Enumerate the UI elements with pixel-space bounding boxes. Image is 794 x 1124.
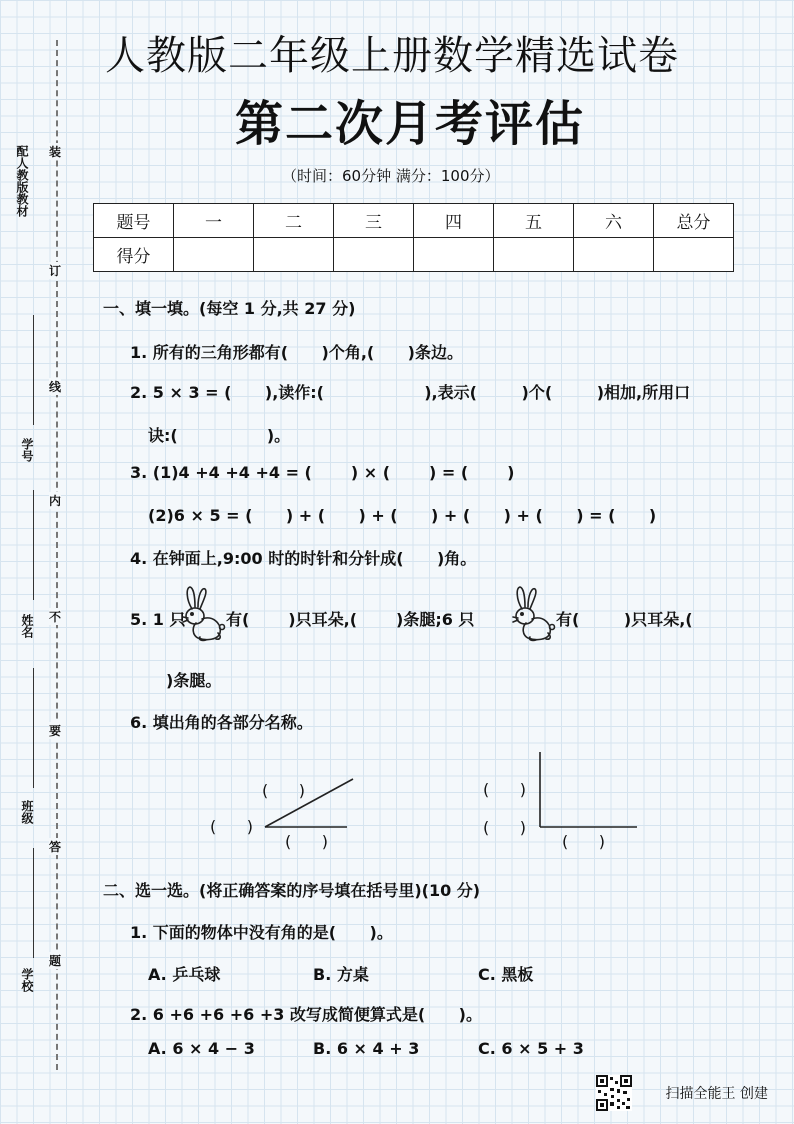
score-cell[interactable] xyxy=(654,238,734,272)
angle-diagram-right xyxy=(532,750,642,832)
angle-diagram-acute xyxy=(255,770,365,835)
score-table-header-cell: 题号 xyxy=(94,204,174,238)
question-1-5-start: 5. 1 只 xyxy=(130,610,186,629)
name-label: 姓名 xyxy=(20,614,34,638)
question-1-5-end: 有( )只耳朵,( xyxy=(556,610,693,629)
option-c[interactable]: C. 黑板 xyxy=(478,965,534,984)
student-id-label: 学号 xyxy=(20,438,34,462)
score-cell[interactable] xyxy=(334,238,414,272)
school-label: 学校 xyxy=(20,968,34,992)
exam-info: （时间：60分钟 满分：100分） xyxy=(282,167,500,185)
angle-side-blank[interactable]: ( ) xyxy=(562,832,605,851)
question-1-3-2: (2)6 × 5 = ( ) + ( ) + ( ) + ( ) + ( ) = ( ) xyxy=(148,506,657,525)
binding-char: 答 xyxy=(49,840,62,854)
scanner-watermark: 扫描全能王 创建 xyxy=(665,1086,768,1102)
name-line[interactable] xyxy=(33,490,34,600)
student-id-line[interactable] xyxy=(33,315,34,425)
score-cell[interactable] xyxy=(574,238,654,272)
binding-textbook-label: 配人教版教材 xyxy=(15,145,29,217)
question-1-2: 2. 5 × 3 = ( ),读作:( ),表示( )个( )相加,所用口 xyxy=(130,383,691,402)
binding-char: 装 xyxy=(49,145,62,159)
score-table-header-cell: 三 xyxy=(334,204,414,238)
score-table-header-cell: 二 xyxy=(254,204,334,238)
angle-vertex-blank[interactable]: ( ) xyxy=(483,818,526,837)
class-line[interactable] xyxy=(33,668,34,788)
option-a[interactable]: A. 乒乓球 xyxy=(148,965,221,984)
question-1-6: 6. 填出角的各部分名称。 xyxy=(130,713,313,732)
binding-char: 不 xyxy=(49,610,62,624)
school-line[interactable] xyxy=(33,848,34,958)
binding-char: 要 xyxy=(49,724,62,738)
class-label: 班级 xyxy=(20,800,34,824)
question-1-2-cont: 诀:( )。 xyxy=(148,426,291,445)
question-1-5-mid: 有( )只耳朵,( )条腿;6 只 xyxy=(226,610,475,629)
option-b[interactable]: B. 方桌 xyxy=(313,965,369,984)
binding-char: 线 xyxy=(49,380,62,394)
question-2-1: 1. 下面的物体中没有角的是( )。 xyxy=(130,923,393,942)
score-table-header-cell: 五 xyxy=(494,204,574,238)
paper-title: 人教版二年级上册数学精选试卷 xyxy=(105,33,679,79)
binding-char: 内 xyxy=(49,494,62,508)
binding-char: 订 xyxy=(49,264,62,278)
rabbit-icon xyxy=(178,585,226,643)
exam-title: 第二次月考评估 xyxy=(235,96,586,152)
angle-side-blank[interactable]: ( ) xyxy=(285,832,328,851)
rabbit-icon xyxy=(508,585,556,643)
question-1-5-cont: )条腿。 xyxy=(166,671,222,690)
score-table xyxy=(93,203,734,272)
option-b[interactable]: B. 6 × 4 + 3 xyxy=(313,1039,420,1058)
score-row-label: 得分 xyxy=(94,238,174,272)
question-2-2: 2. 6 +6 +6 +6 +3 改写成简便算式是( )。 xyxy=(130,1005,482,1024)
angle-vertex-blank[interactable]: ( ) xyxy=(210,817,253,836)
score-cell[interactable] xyxy=(414,238,494,272)
qr-code-icon xyxy=(596,1075,632,1111)
score-table-score-row xyxy=(94,238,734,272)
score-table-header-row xyxy=(94,204,734,238)
score-cell[interactable] xyxy=(174,238,254,272)
section1-title: 一、填一填。(每空 1 分,共 27 分) xyxy=(103,299,356,318)
score-cell[interactable] xyxy=(254,238,334,272)
score-table-header-cell: 一 xyxy=(174,204,254,238)
question-1-1: 1. 所有的三角形都有( )个角,( )条边。 xyxy=(130,343,463,362)
angle-side-blank[interactable]: ( ) xyxy=(483,780,526,799)
binding-char: 题 xyxy=(49,954,62,968)
option-a[interactable]: A. 6 × 4 − 3 xyxy=(148,1039,255,1058)
option-c[interactable]: C. 6 × 5 + 3 xyxy=(478,1039,584,1058)
score-table-header-cell: 四 xyxy=(414,204,494,238)
question-1-3-1: 3. (1)4 +4 +4 +4 = ( ) × ( ) = ( ) xyxy=(130,463,515,482)
question-1-4: 4. 在钟面上,9:00 时的时针和分针成( )角。 xyxy=(130,549,477,568)
score-table-header-cell: 六 xyxy=(574,204,654,238)
binding-dashed-line xyxy=(56,40,58,1070)
section2-title: 二、选一选。(将正确答案的序号填在括号里)(10 分) xyxy=(103,881,481,900)
angle-side-blank[interactable]: ( ) xyxy=(262,781,305,800)
score-table-header-cell: 总分 xyxy=(654,204,734,238)
score-cell[interactable] xyxy=(494,238,574,272)
